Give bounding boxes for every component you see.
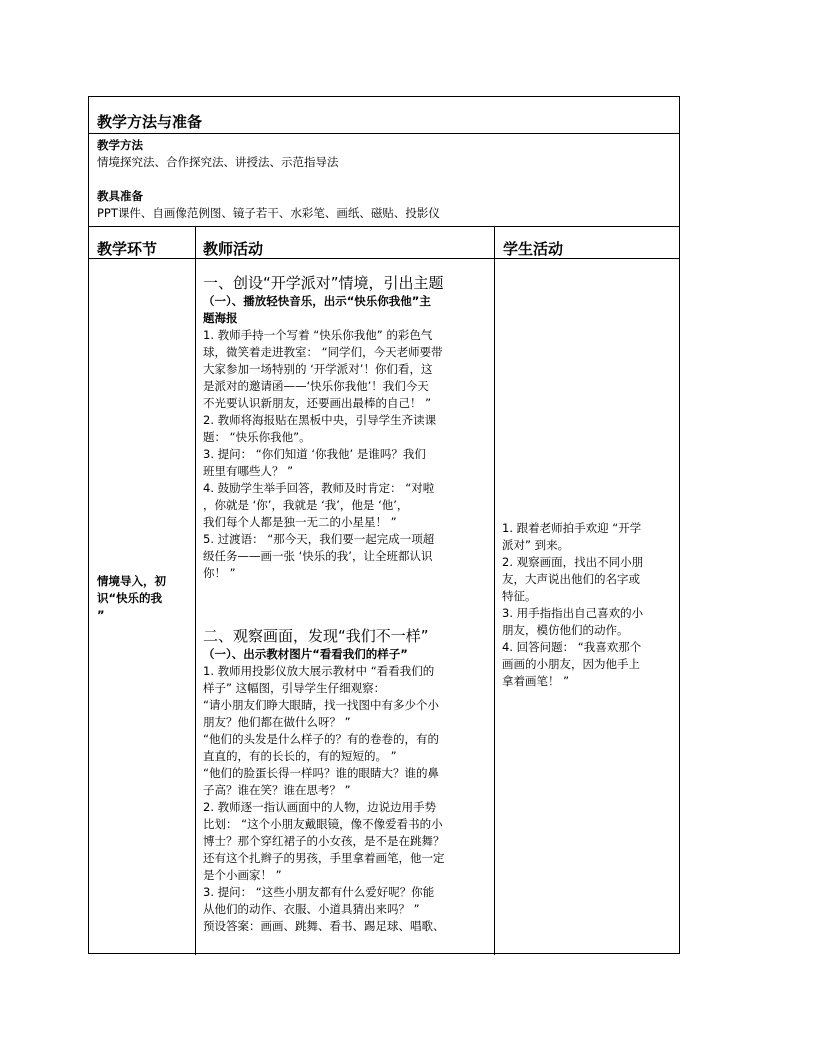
text-line: 3. 提问： “这些小朋友都有什么爱好呢？你能 <box>203 885 435 899</box>
text-line: 1. 教师用投影仪放大展示教材中 “看看我们的 <box>203 664 435 678</box>
header-stage: 教学环节 <box>97 240 158 258</box>
header-bottom-line <box>89 258 679 259</box>
part1-body <box>203 327 491 582</box>
text-line: 3. 用手指指出自己喜欢的小 <box>502 606 644 620</box>
teacher-activity <box>203 273 491 935</box>
text-line: 特征。 <box>502 589 537 603</box>
header-teacher: 教师活动 <box>203 240 264 258</box>
text-line: 你！ ” <box>203 566 236 580</box>
text-line: 是派对的邀请函——‘快乐你我他’！我们今天 <box>203 379 429 393</box>
text-line: 3. 提问： “你们知道 ‘你我他’ 是谁吗？我们 <box>203 447 426 461</box>
part2-title: 二、观察画面，发现“我们不一样” <box>203 627 429 645</box>
materials-text: PPT课件、自画像范例图、镜子若干、水彩笔、画纸、磁贴、投影仪 <box>97 206 440 220</box>
text-line: 画画的小朋友，因为他手上 <box>502 657 640 671</box>
text-line: 班里有哪些人？ ” <box>203 464 294 478</box>
text-line: 大家参加一场特别的 ‘开学派对’！你们看，这 <box>203 362 433 376</box>
text-line: 2. 教师将海报贴在黑板中央，引导学生齐读课 <box>203 413 437 427</box>
materials-heading: 教具准备 <box>97 189 143 203</box>
text-line: 拿着画笔！ ” <box>502 674 570 688</box>
text-line: 1. 教师手持一个写着 “快乐你我他” 的彩色气 <box>203 328 433 342</box>
text-line: 样子” 这幅图，引导学生仔细观察： <box>203 681 386 695</box>
text-line: 预设答案：画画、跳舞、看书、踢足球、唱歌、 <box>203 919 445 933</box>
text-line: 派对” 到来。 <box>502 538 570 552</box>
text-line: 友，大声说出他们的名字或 <box>502 572 640 586</box>
text-line: 2. 观察画面，找出不同小朋 <box>502 555 644 569</box>
part1-subtitle-b: 题海报 <box>203 311 238 325</box>
part1-subtitle-a: （一）、播放轻快音乐，出示“快乐你我他”主 <box>203 294 431 308</box>
column-divider-2 <box>494 226 495 955</box>
text-line: “他们的脸蛋长得一样吗？谁的眼睛大？谁的鼻 <box>203 766 439 780</box>
text-line: ，你就是 ‘你’，我就是 ‘我’，他是 ‘他’， <box>203 498 409 512</box>
text-line: “请小朋友们睁大眼睛，找一找图中有多少个小 <box>203 698 439 712</box>
stage-line-3: ” <box>97 608 105 622</box>
text-line: 4. 回答问题： “我喜欢那个 <box>502 640 642 654</box>
stage-label <box>97 573 193 624</box>
title-divider <box>89 133 679 134</box>
part2-subtitle: （一）、出示教材图片“看看我们的样子” <box>203 647 408 661</box>
text-line: 朋友？他们都在做什么呀？ ” <box>203 715 351 729</box>
student-activity <box>502 520 678 690</box>
header-student: 学生活动 <box>503 240 564 258</box>
part2-body <box>203 663 491 935</box>
section-title: 教学方法与准备 <box>97 113 203 131</box>
text-line: 5. 过渡语： “那今天，我们要一起完成一项超 <box>203 532 435 546</box>
text-line: 题： “快乐你我他”。 <box>203 430 311 444</box>
lesson-plan-table <box>88 96 680 954</box>
methods-text: 情境探究法、合作探究法、讲授法、示范指导法 <box>97 155 339 169</box>
text-line: 不光要认识新朋友，还要画出最棒的自己！ ” <box>203 396 432 410</box>
column-divider-1 <box>195 226 196 955</box>
methods-heading: 教学方法 <box>97 138 143 152</box>
stage-line-2: 识“快乐的我 <box>97 591 163 605</box>
text-line: “他们的头发是什么样子的？有的卷卷的，有的 <box>203 732 439 746</box>
text-line: 直直的，有的长长的，有的短短的。 ” <box>203 749 397 763</box>
text-line: 朋友，模仿他们的动作。 <box>502 623 629 637</box>
part1-title: 一、创设“开学派对”情境，引出主题 <box>203 274 444 292</box>
text-line: 比划： “这个小朋友戴眼镜，像不像爱看书的小 <box>203 817 443 831</box>
stage-line-1: 情境导入，初 <box>97 574 166 588</box>
header-top-line <box>89 226 679 227</box>
text-line: 博士？那个穿红裙子的小女孩，是不是在跳舞？ <box>203 834 445 848</box>
text-line: 球，微笑着走进教室： “同学们，今天老师要带 <box>203 345 443 359</box>
text-line: 2. 教师逐一指认画面中的人物，边说边用手势 <box>203 800 437 814</box>
text-line: 是个小画家！ ” <box>203 868 282 882</box>
text-line: 级任务——画一张 ‘快乐的我’，让全班都认识 <box>203 549 433 563</box>
text-line: 还有这个扎辫子的男孩，手里拿着画笔，他一定 <box>203 851 445 865</box>
text-line: 我们每个人都是独一无二的小星星！ ” <box>203 515 397 529</box>
text-line: 1. 跟着老师拍手欢迎 “开学 <box>502 521 642 535</box>
text-line: 子高？谁在笑？谁在思考？ ” <box>203 783 351 797</box>
text-line: 4. 鼓励学生举手回答，教师及时肯定： “对啦 <box>203 481 435 495</box>
text-line: 从他们的动作、衣服、小道具猜出来吗？ ” <box>203 902 420 916</box>
